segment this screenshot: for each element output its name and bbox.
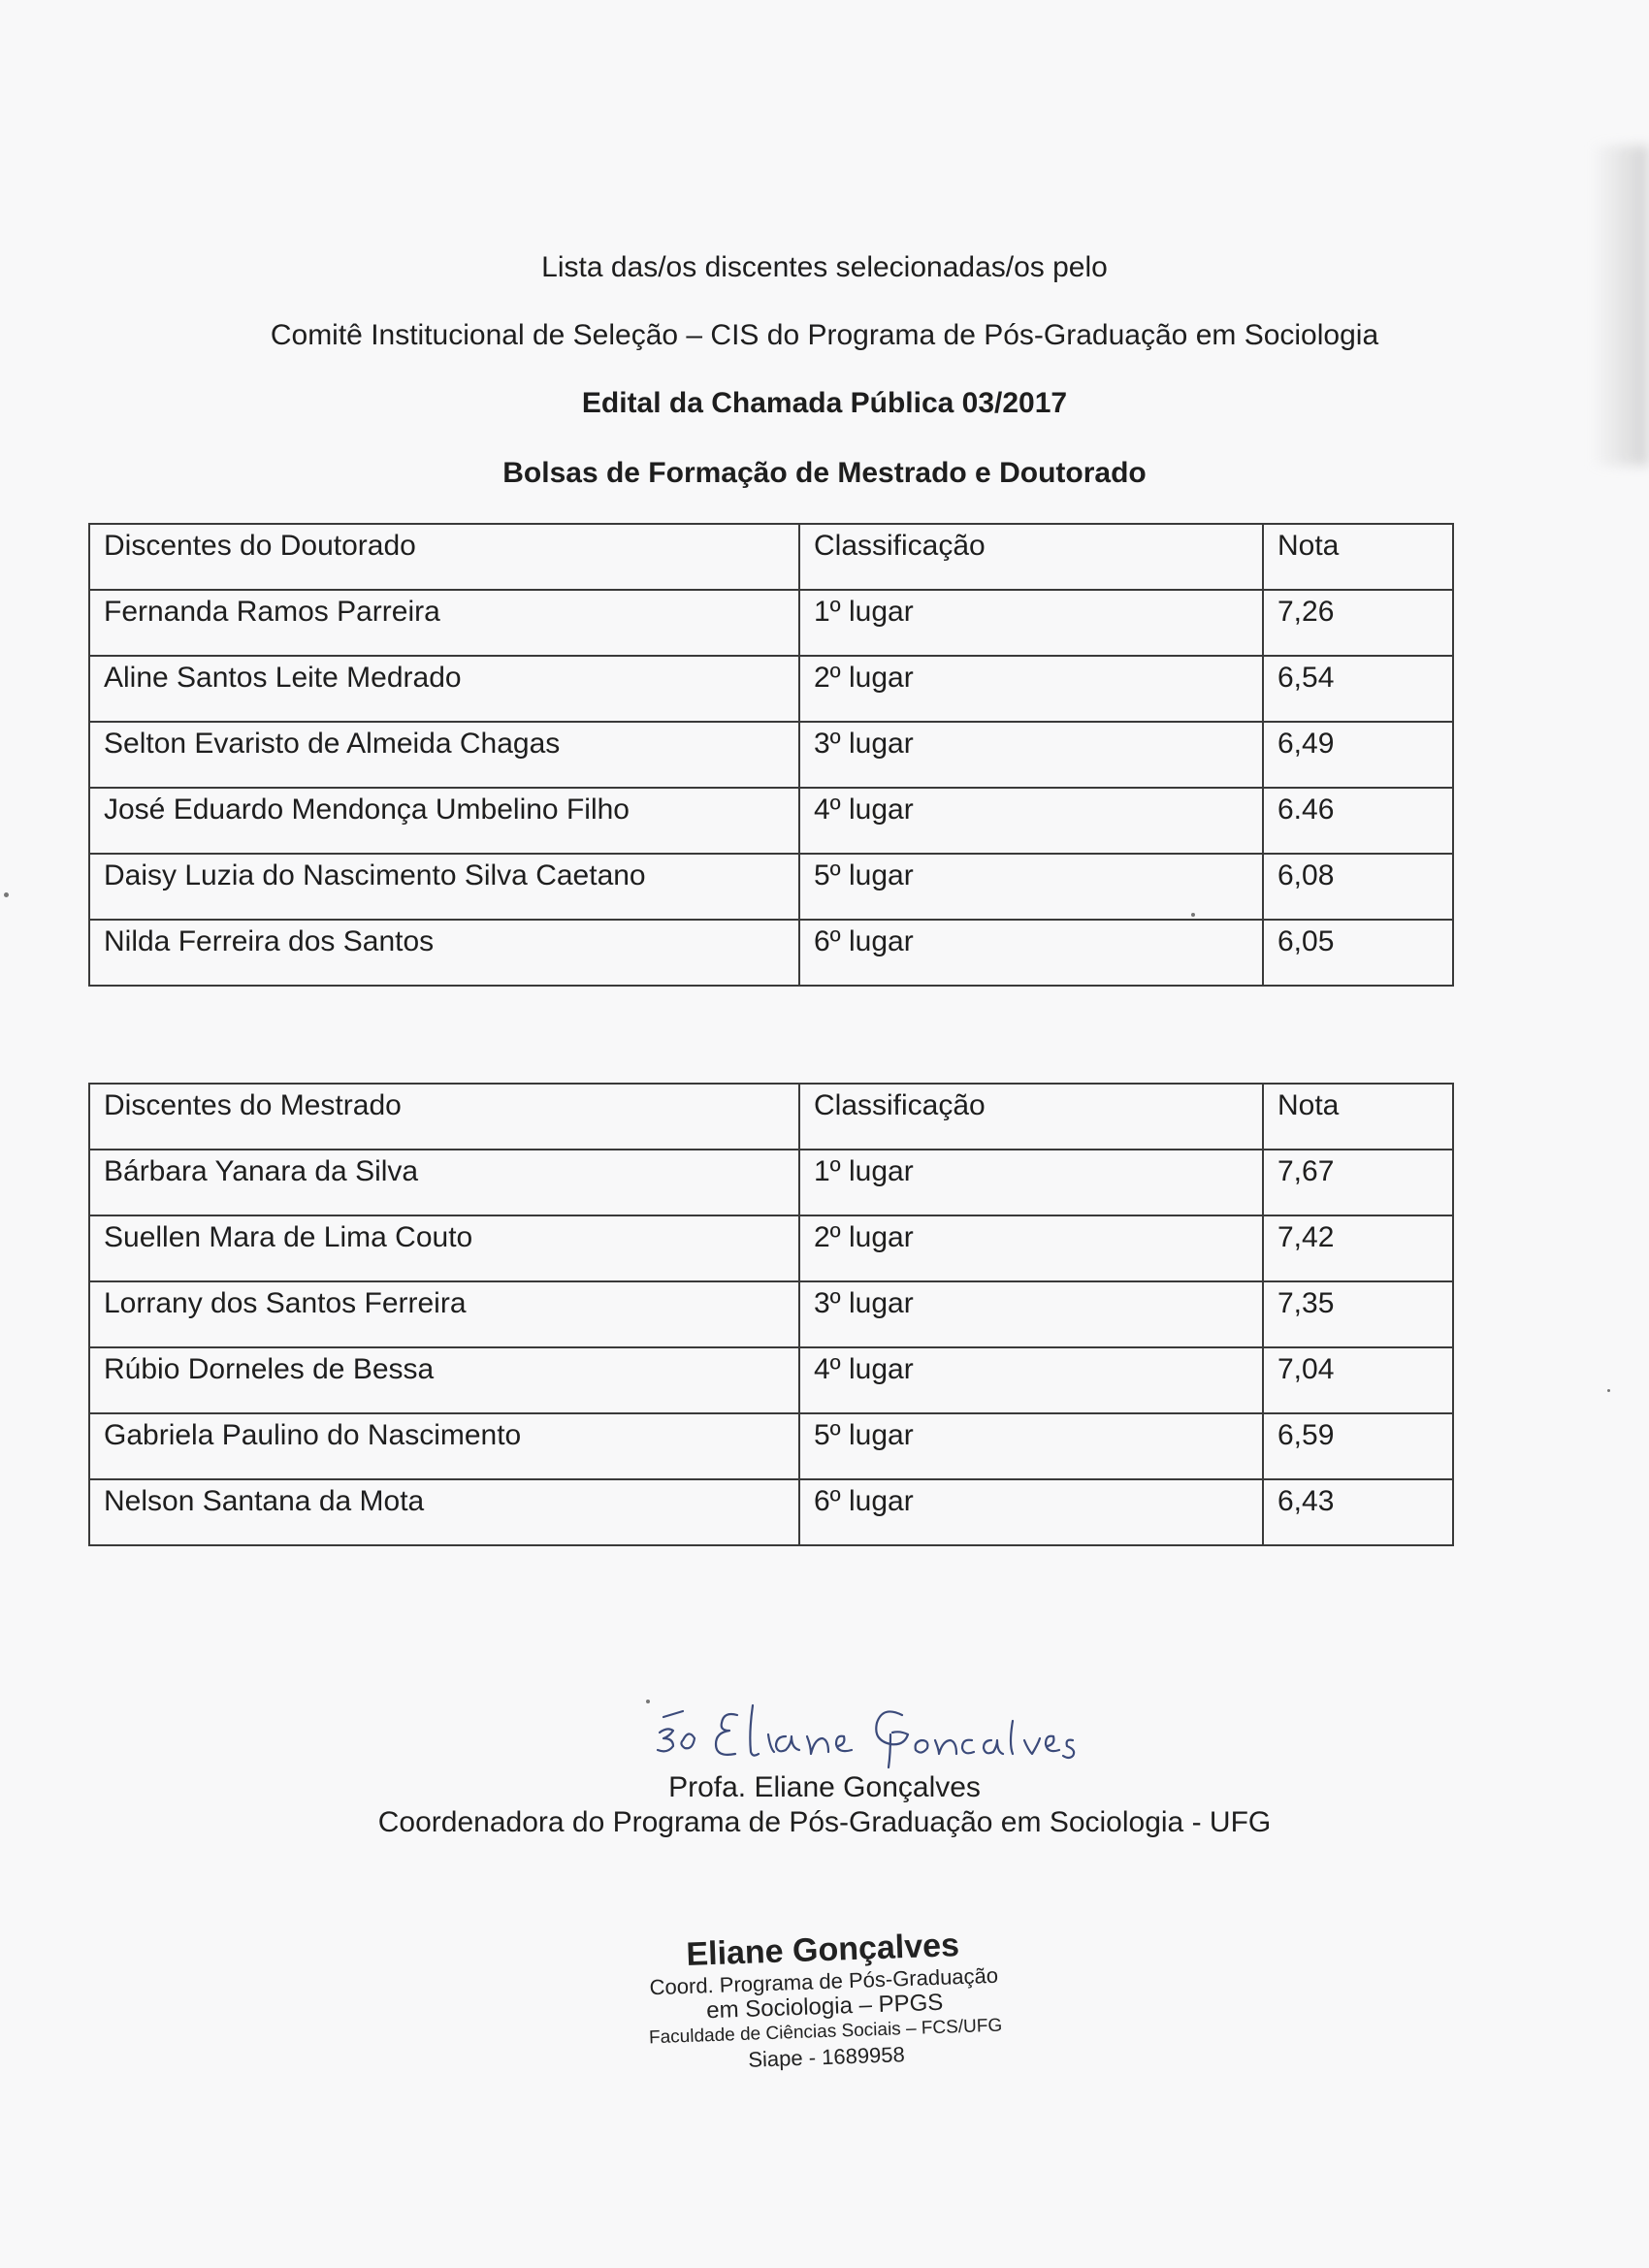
cell-rank: 5º lugar [799,854,1263,920]
official-stamp [619,1924,1031,2078]
scan-speck [1607,1389,1610,1392]
handwritten-signature [640,1686,1145,1773]
cell-score: 6.46 [1263,788,1453,854]
cell-score: 6,54 [1263,656,1453,722]
table-row [89,1215,1453,1281]
table-row [89,920,1453,986]
header-cell-discentes: Discentes do Doutorado [89,524,799,590]
table-row [89,1479,1453,1545]
cell-score: 7,04 [1263,1347,1453,1413]
heading-line-1: Lista das/os discentes selecionadas/os pelo [541,251,1108,283]
cell-rank: 6º lugar [799,1479,1263,1545]
cell-rank: 3º lugar [799,722,1263,788]
table-row [89,788,1453,854]
header-cell-nota: Nota [1263,524,1453,590]
cell-name: Rúbio Dorneles de Bessa [89,1347,799,1413]
cell-score: 6,49 [1263,722,1453,788]
table-row [89,656,1453,722]
cell-name: Suellen Mara de Lima Couto [89,1215,799,1281]
cell-name: Fernanda Ramos Parreira [89,590,799,656]
cell-score: 6,05 [1263,920,1453,986]
cell-name: Nilda Ferreira dos Santos [89,920,799,986]
table-row [89,1150,1453,1215]
cell-score: 6,08 [1263,854,1453,920]
table-row [89,590,1453,656]
mestrado-table [88,1083,1454,1546]
cell-rank: 1º lugar [799,590,1263,656]
table-row [89,1347,1453,1413]
table-row [89,854,1453,920]
cell-name: Aline Santos Leite Medrado [89,656,799,722]
signatory-role: Coordenadora do Programa de Pós-Graduação em Sociologia - UFG [377,1806,1272,1838]
scan-speck [4,892,9,897]
header-cell-classificacao: Classificação [799,1084,1263,1150]
stamp-line-1: Coord. Programa de Pós-Graduação [649,1962,999,2000]
header-cell-classificacao: Classificação [799,524,1263,590]
cell-score: 7,42 [1263,1215,1453,1281]
heading-edital: Edital da Chamada Pública 03/2017 [581,387,1068,419]
table-row [89,1281,1453,1347]
cell-rank: 4º lugar [799,1347,1263,1413]
cell-name: Lorrany dos Santos Ferreira [89,1281,799,1347]
table-row [89,722,1453,788]
table-row [89,1413,1453,1479]
cell-score: 7,35 [1263,1281,1453,1347]
cell-name: Nelson Santana da Mota [89,1479,799,1545]
table-header-row [89,1084,1453,1150]
stamp-line-2: em Sociologia – PPGS [705,1989,944,2025]
scan-speck [1191,913,1195,917]
cell-score: 7,26 [1263,590,1453,656]
cell-name: José Eduardo Mendonça Umbelino Filho [89,788,799,854]
cell-rank: 1º lugar [799,1150,1263,1215]
cell-score: 7,67 [1263,1150,1453,1215]
stamp-line-4: Siape - 1689958 [747,2042,906,2072]
cell-rank: 4º lugar [799,788,1263,854]
stamp-line-3: Faculdade de Ciências Sociais – FCS/UFG [648,2015,1003,2049]
cell-rank: 3º lugar [799,1281,1263,1347]
cell-rank: 6º lugar [799,920,1263,986]
cell-score: 6,59 [1263,1413,1453,1479]
doutorado-table [88,523,1454,987]
scan-speck [646,1700,650,1703]
signatory-name: Profa. Eliane Gonçalves [668,1771,981,1803]
table-header-row [89,524,1453,590]
stamp-name: Eliane Gonçalves [685,1927,960,1973]
cell-name: Daisy Luzia do Nascimento Silva Caetano [89,854,799,920]
cell-name: Gabriela Paulino do Nascimento [89,1413,799,1479]
header-cell-nota: Nota [1263,1084,1453,1150]
heading-line-2: Comitê Institucional de Seleção – CIS do Programa de Pós-Graduação em Sociologia [270,319,1379,351]
cell-name: Bárbara Yanara da Silva [89,1150,799,1215]
heading-bolsas: Bolsas de Formação de Mestrado e Doutorado [502,457,1147,489]
cell-score: 6,43 [1263,1479,1453,1545]
cell-rank: 2º lugar [799,656,1263,722]
cell-rank: 2º lugar [799,1215,1263,1281]
cell-rank: 5º lugar [799,1413,1263,1479]
header-cell-discentes: Discentes do Mestrado [89,1084,799,1150]
cell-name: Selton Evaristo de Almeida Chagas [89,722,799,788]
